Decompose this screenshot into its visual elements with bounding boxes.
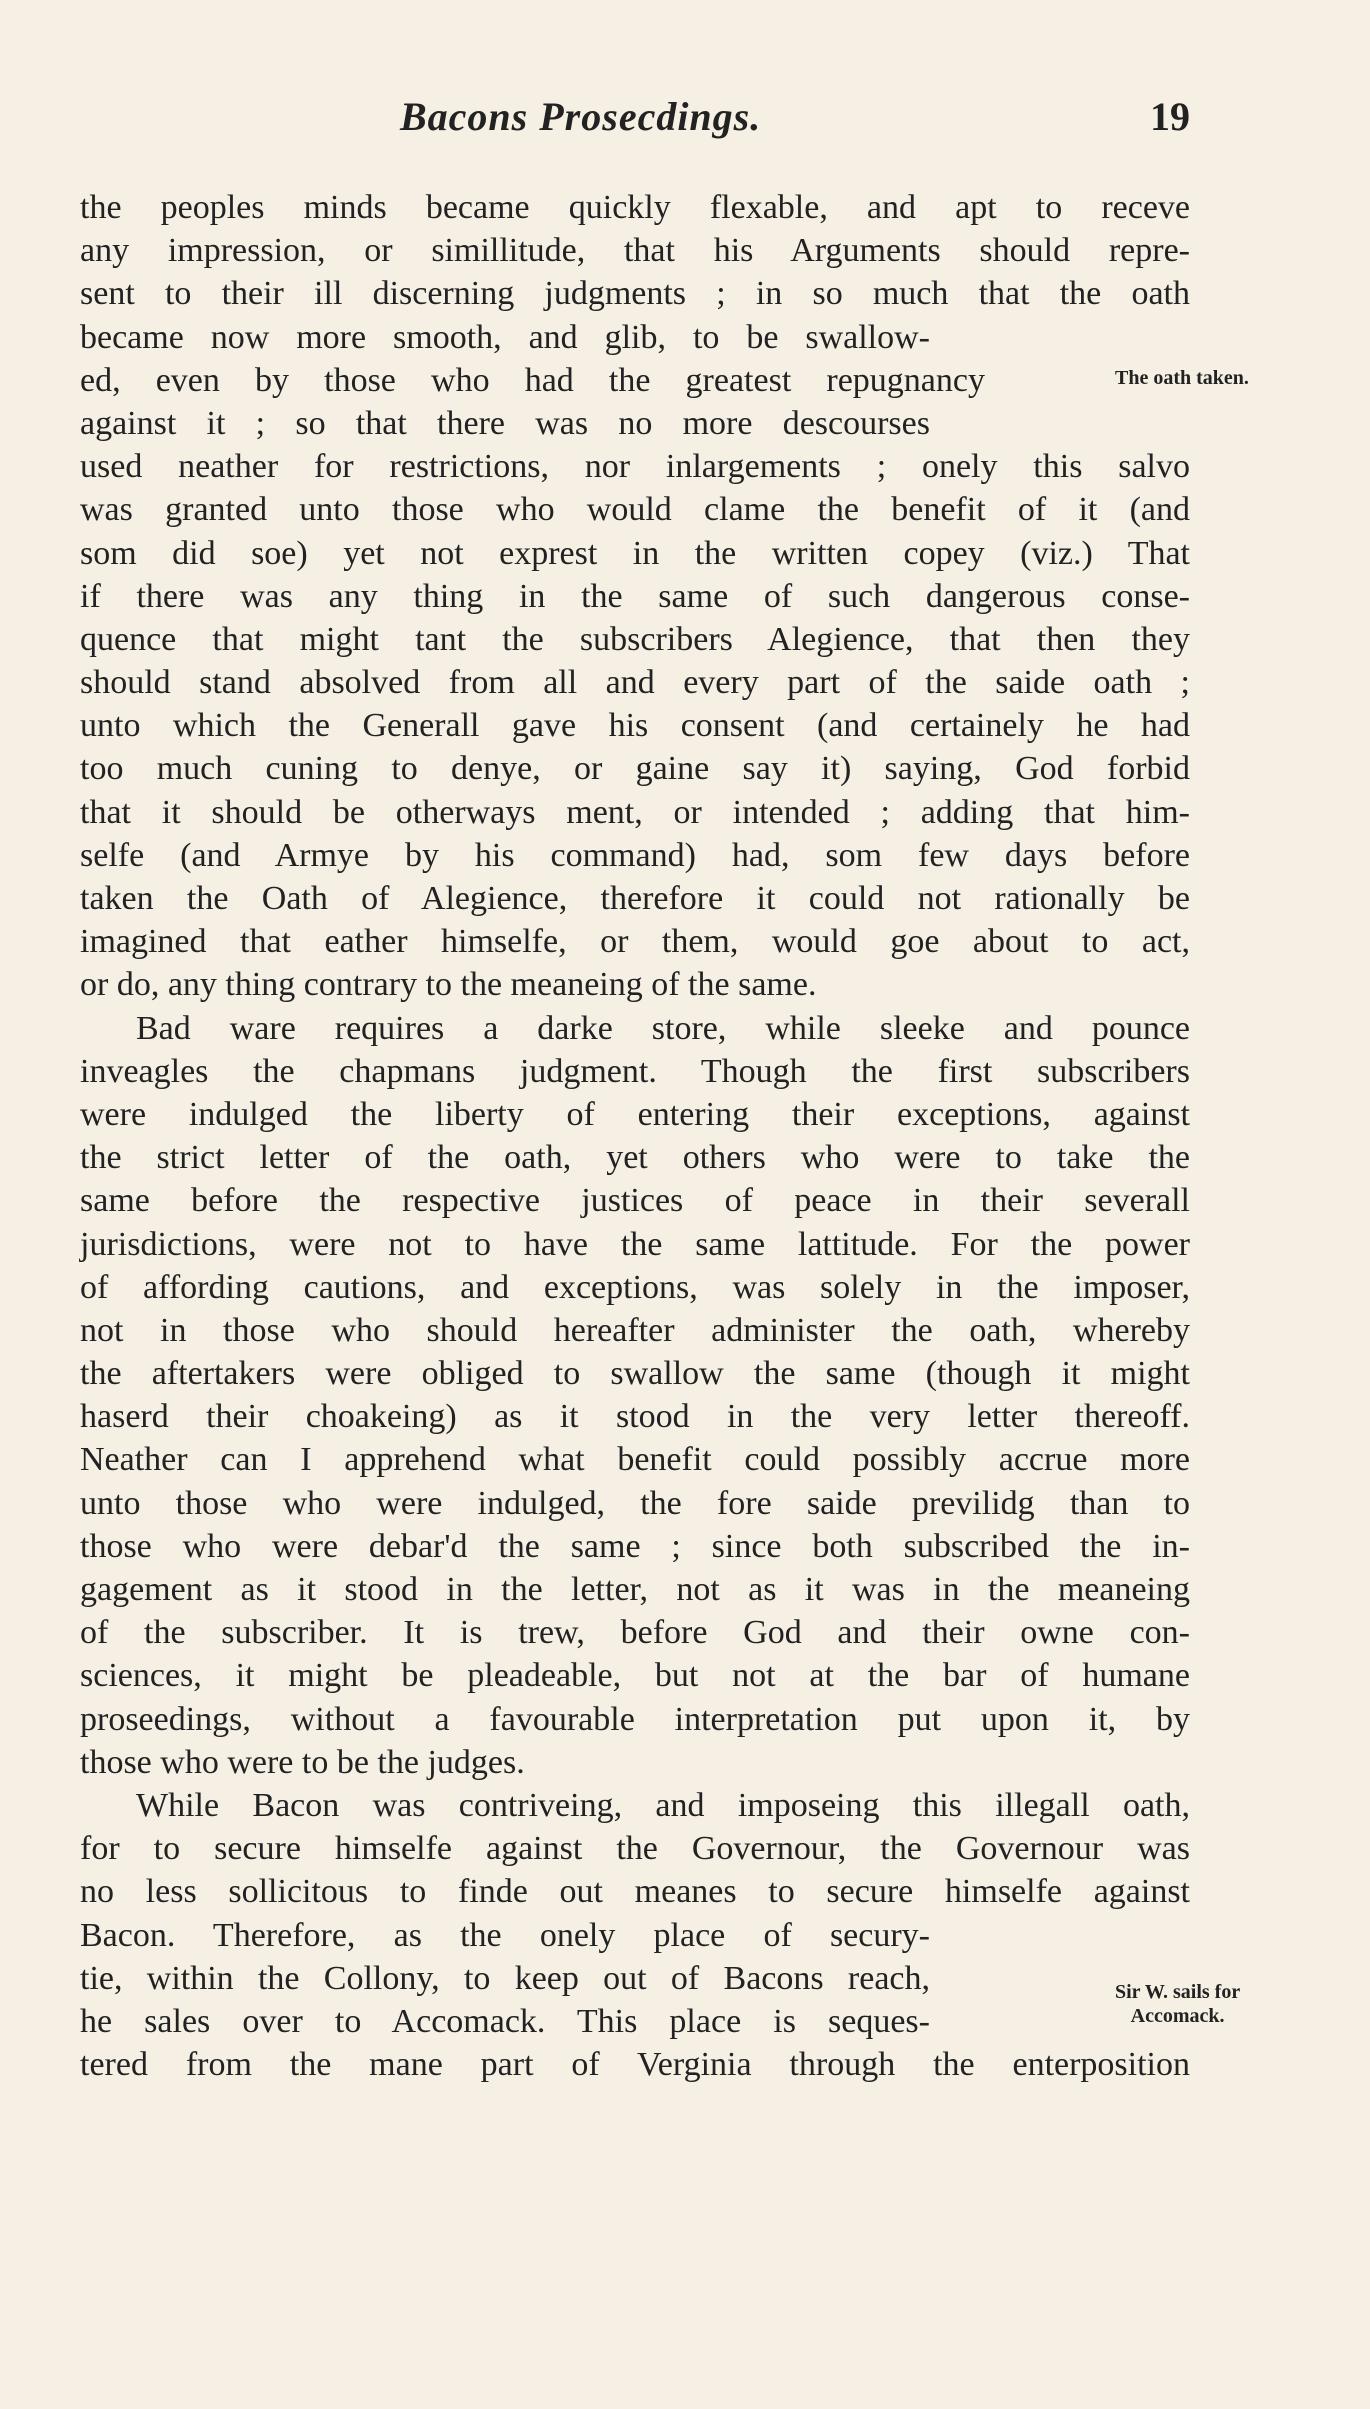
text-line: sent to their ill discerning judgments ; in so much that the oath [80,275,1190,313]
margin-note-line: Accomack. [1130,2005,1225,2027]
text-line: gagement as it stood in the letter, not as it was in the meaneing [80,1571,1190,1608]
text-line: imagined that eather himselfe, or them, would goe about to act, [80,923,1190,961]
text-line: used neather for restrictions, nor inlargements ; onely this salvo [80,448,1190,486]
text-line: quence that might tant the subscribers Alegience, that then they [80,620,1190,658]
text-line: haserd their choakeing) as it stood in the very letter thereoff. [80,1398,1190,1436]
text-line: unto those who were indulged, the fore saide previlidg than to [80,1484,1190,1522]
text-line: of affording cautions, and exceptions, was solely in the imposer, [80,1268,1190,1306]
margin-note-sir-w-sails [1115,1980,1240,2028]
body-text [80,186,1190,2086]
text-line: not in those who should hereafter administer the oath, whereby [80,1311,1190,1349]
text-line: sciences, it might be pleadeable, but not at the bar of humane [80,1657,1190,1695]
text-line: of the subscriber. It is trew, before God and their owne con- [80,1614,1190,1652]
text-line: tered from the mane part of Verginia through the enterposition [80,2046,1190,2084]
text-line: Bad ware requires a darke store, while sleeke and pounce [136,1009,1190,1047]
text-line: jurisdictions, were not to have the same lattitude. For the power [80,1225,1190,1263]
text-line: was granted unto those who would clame the benefit of it (and [80,491,1190,529]
text-line: for to secure himselfe against the Governour, the Governour was [80,1830,1190,1868]
text-line: any impression, or simillitude, that his Arguments should repre- [80,232,1190,270]
text-line: som did soe) yet not exprest in the written copey (viz.) That [80,534,1190,572]
text-line: that it should be otherways ment, or intended ; adding that him- [80,793,1190,831]
margin-note-line: Sir W. sails for [1115,1981,1241,2003]
text-line: those who were to be the judges. [80,1743,525,1781]
margin-note-oath-taken [1115,366,1249,390]
text-line: he sales over to Accomack. This place is seques- [80,2002,930,2040]
text-line: While Bacon was contriveing, and imposeing this illegall oath, [136,1786,1190,1824]
text-line: tie, within the Collony, to keep out of Bacons reach, [80,1959,930,1997]
text-line: too much cuning to denye, or gaine say it) saying, God forbid [80,750,1190,788]
text-line: selfe (and Armye by his command) had, som few days before [80,836,1190,874]
text-line: those who were debar'd the same ; since both subscribed the in- [80,1527,1190,1565]
margin-note-text: The oath taken. [1115,367,1249,389]
text-line: Neather can I apprehend what benefit could possibly accrue more [80,1441,1190,1479]
text-line: against it ; so that there was no more descourses [80,404,930,442]
running-title: Bacons Prosecdings. [400,94,762,139]
text-line: unto which the Generall gave his consent (and certainely he had [80,707,1190,745]
text-line: no less sollicitous to finde out meanes to secure himselfe against [80,1873,1190,1911]
page-number: 19 [1150,94,1190,139]
text-line: should stand absolved from all and every part of the saide oath ; [80,664,1190,702]
text-line: proseedings, without a favourable interpretation put upon it, by [80,1700,1190,1738]
text-line: the strict letter of the oath, yet others who were to take the [80,1139,1190,1177]
text-line: inveagles the chapmans judgment. Though the first subscribers [80,1052,1190,1090]
text-line: taken the Oath of Alegience, therefore it could not rationally be [80,880,1190,917]
text-line: the aftertakers were obliged to swallow the same (though it might [80,1355,1190,1393]
text-line: became now more smooth, and glib, to be swallow- [80,318,930,356]
text-line: ed, even by those who had the greatest repugnancy [80,361,985,399]
text-line: same before the respective justices of peace in their severall [80,1182,1190,1220]
text-line: if there was any thing in the same of such dangerous conse- [80,577,1190,615]
text-line: or do, any thing contrary to the meaneing of the same. [80,966,817,1004]
text-line: the peoples minds became quickly flexable, and apt to receve [80,189,1190,226]
text-line: Bacon. Therefore, as the onely place of secury- [80,1916,930,1954]
text-line: were indulged the liberty of entering their exceptions, against [80,1095,1190,1133]
